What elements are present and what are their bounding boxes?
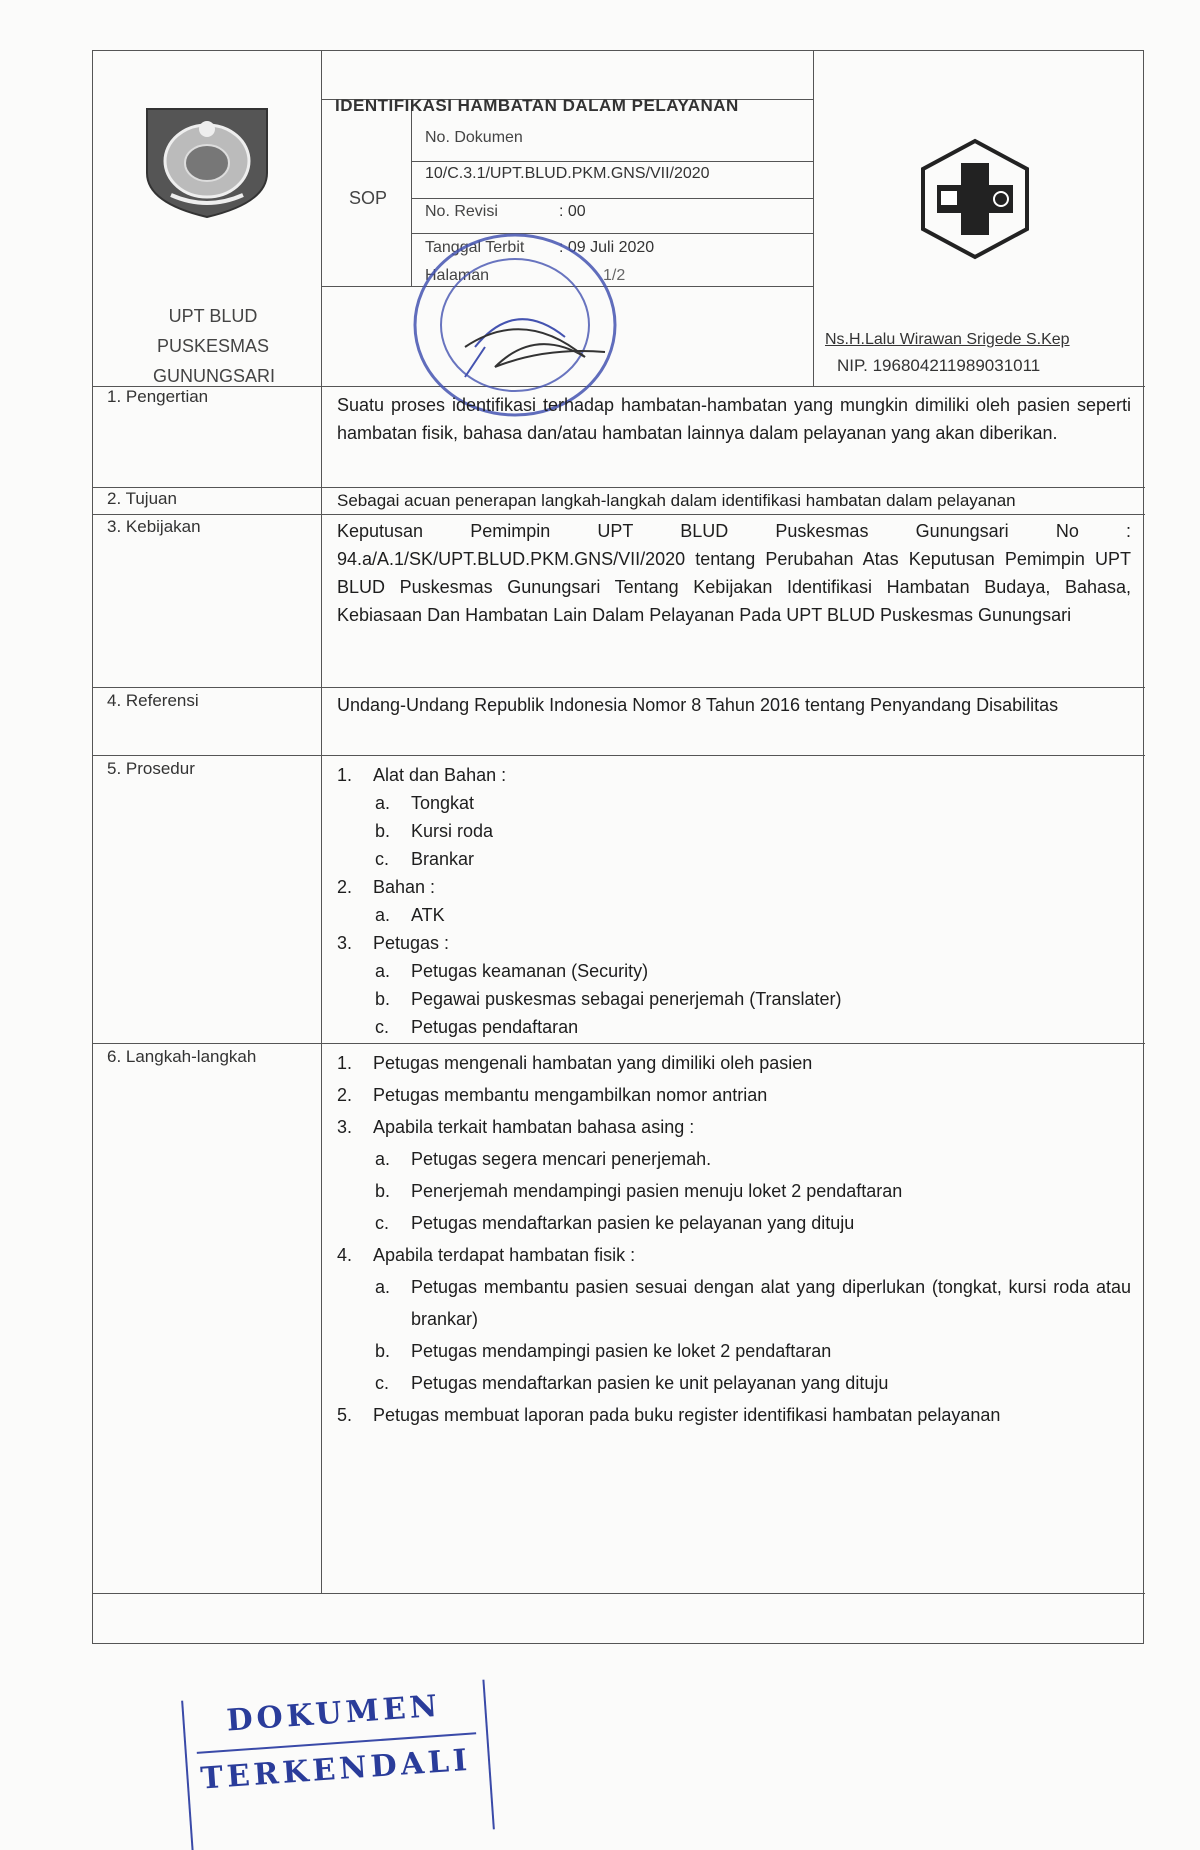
puskesmas-logo	[915, 137, 1035, 261]
signer-nip: NIP. 196804211989031011	[837, 356, 1041, 375]
row-line-tujuan	[93, 514, 1145, 515]
right-logo-divider	[813, 51, 814, 386]
no-revisi-value: : 00	[559, 203, 586, 220]
sop-label: SOP	[349, 188, 388, 208]
list-item: a. Petugas membantu pasien sesuai dengan alat yang diperlukan (tongkat, kursi roda atau brankar)	[375, 1277, 1131, 1329]
section-label-pengertian: 1. Pengertian	[107, 387, 209, 406]
list-item: 2. Bahan :	[337, 877, 436, 897]
document-title: IDENTIFIKASI HAMBATAN DALAM PELAYANAN	[335, 96, 739, 115]
list-item: b. Kursi roda	[375, 821, 494, 841]
row-line-prosedur	[93, 1043, 1145, 1044]
row-line-revisi	[411, 198, 813, 199]
list-item: c. Petugas mendaftarkan pasien ke unit pelayanan yang dituju	[375, 1373, 889, 1393]
org-name	[153, 301, 276, 391]
list-item: c. Petugas mendaftarkan pasien ke pelayanan yang dituju	[375, 1213, 855, 1233]
section-label-langkah: 6. Langkah-langkah	[107, 1047, 257, 1066]
list-item: a. Tongkat	[375, 793, 475, 813]
list-item: b. Pegawai puskesmas sebagai penerjemah (Translater)	[375, 989, 842, 1009]
section-label-tujuan: 2. Tujuan	[107, 489, 177, 508]
list-item: 1. Petugas mengenali hambatan yang dimiliki oleh pasien	[337, 1053, 813, 1073]
list-item: a. Petugas segera mencari penerjemah.	[375, 1149, 712, 1169]
list-item: 4. Apabila terdapat hambatan fisik :	[337, 1245, 636, 1265]
list-item: a. ATK	[375, 905, 445, 925]
list-item: 3. Petugas :	[337, 933, 450, 953]
sop-document	[92, 50, 1144, 1644]
no-dokumen-label: No. Dokumen	[425, 129, 523, 146]
list-item: 2. Petugas membantu mengambilkan nomor antrian	[337, 1085, 768, 1105]
stamp-line-2: TERKENDALI	[199, 1742, 473, 1797]
section-label-prosedur: 5. Prosedur	[107, 759, 195, 778]
pengertian-text: Suatu proses identifikasi terhadap hambatan-hambatan yang mungkin dimiliki oleh pasien seperti hambatan fisik, bahasa dan/atau hambatan lainnya dalam pelayanan yang akan diberikan.	[337, 395, 1131, 443]
row-line-langkah	[93, 1593, 1145, 1594]
list-item: c. Petugas pendaftaran	[375, 1017, 579, 1037]
list-item: a. Petugas keamanan (Security)	[375, 961, 649, 981]
controlled-document-stamp	[181, 1680, 495, 1850]
referensi-text: Undang-Undang Republik Indonesia Nomor 8 Tahun 2016 tentang Penyandang Disabilitas	[337, 695, 1059, 715]
regency-emblem-logo	[141, 103, 273, 221]
left-column-divider	[321, 51, 322, 1593]
org-line-1: UPT BLUD	[168, 306, 258, 326]
prosedur-list	[337, 761, 1131, 1041]
halaman-value: 1/2	[603, 267, 626, 284]
tanggal-terbit-value: : 09 Juli 2020	[559, 239, 655, 256]
section-label-kebijakan: 3. Kebijakan	[107, 517, 201, 536]
signer-name: Ns.H.Lalu Wirawan Srigede S.Kep	[825, 331, 1070, 348]
tanggal-terbit-label: Tanggal Terbit	[425, 239, 525, 256]
stamp-line-1: DOKUMEN	[225, 1688, 443, 1739]
list-item: b. Penerjemah mendampingi pasien menuju loket 2 pendaftaran	[375, 1181, 903, 1201]
row-line-pengertian	[93, 487, 1145, 488]
no-revisi-label: No. Revisi	[425, 203, 498, 220]
section-label-referensi: 4. Referensi	[107, 691, 199, 710]
list-item: 3. Apabila terkait hambatan bahasa asing :	[337, 1117, 695, 1137]
list-item: 5. Petugas membuat laporan pada buku register identifikasi hambatan pelayanan	[337, 1405, 1001, 1425]
list-item: 1. Alat dan Bahan :	[337, 765, 507, 785]
row-line-kebijakan	[93, 687, 1145, 688]
org-line-2: PUSKESMAS	[156, 336, 270, 356]
row-line-referensi	[93, 755, 1145, 756]
org-line-3: GUNUNGSARI	[153, 366, 276, 386]
row-line-dok	[411, 161, 813, 162]
langkah-list	[337, 1047, 1131, 1431]
list-item: b. Petugas mendampingi pasien ke loket 2 pendaftaran	[375, 1341, 832, 1361]
list-item: c. Brankar	[375, 849, 475, 869]
no-dokumen-value: 10/C.3.1/UPT.BLUD.PKM.GNS/VII/2020	[425, 165, 710, 182]
tujuan-text: Sebagai acuan penerapan langkah-langkah dalam identifikasi hambatan dalam pelayanan	[337, 491, 1016, 510]
halaman-label: Halaman	[425, 267, 490, 284]
kebijakan-text: Keputusan Pemimpin UPT BLUD Puskesmas Gunungsari No : 94.a/A.1/SK/UPT.BLUD.PKM.GNS/VII/2020 tentang Perubahan Atas Keputusan Pemimpin UPT BLUD Puskesmas Gunungsari Tentang Kebijakan Identifikasi Hambatan Budaya, Bahasa, Kebiasaan Dan Hambatan Lain Dalam Pelayanan Pada UPT BLUD Puskesmas Gunungsari	[337, 521, 1131, 625]
